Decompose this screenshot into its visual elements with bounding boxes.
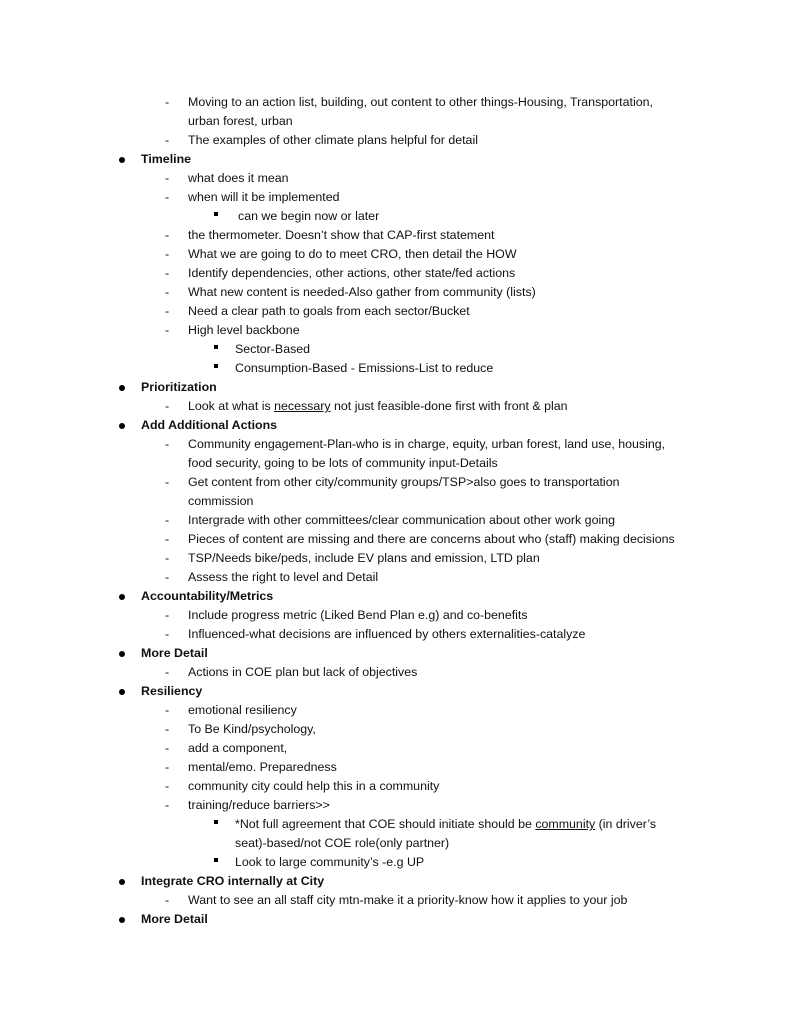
dash-marker: - — [165, 665, 170, 679]
list-item: the thermometer. Doesn’t show that CAP-first statement — [188, 228, 495, 242]
list-item: TSP/Needs bike/peds, include EV plans and emission, LTD plan — [188, 551, 540, 565]
list-item-continuation: food security, going to be lots of community input-Details — [188, 456, 498, 470]
underlined-word: necessary — [274, 399, 331, 413]
dash-marker: - — [165, 171, 170, 185]
square-marker — [214, 364, 218, 368]
dash-marker: - — [165, 475, 170, 489]
list-item: The examples of other climate plans helpful for detail — [188, 133, 478, 147]
bullet-marker — [119, 689, 125, 695]
list-item: Community engagement-Plan-who is in charge, equity, urban forest, land use, housing, — [188, 437, 666, 451]
dash-marker: - — [165, 95, 170, 109]
list-item: add a component, — [188, 741, 288, 755]
dash-marker: - — [165, 627, 170, 641]
section-heading: Timeline — [141, 152, 192, 166]
bullet-marker — [119, 917, 125, 923]
text-segment: (in driver’s — [595, 817, 657, 831]
dash-marker: - — [165, 779, 170, 793]
bullet-marker — [119, 879, 125, 885]
list-item: What we are going to do to meet CRO, then detail the HOW — [188, 247, 517, 261]
section-heading: Integrate CRO internally at City — [141, 874, 325, 888]
dash-marker: - — [165, 570, 170, 584]
dash-marker: - — [165, 133, 170, 147]
text-segment: not just feasible-done first with front & plan — [330, 399, 568, 413]
text-segment: *Not full agreement that COE should initiate should be — [235, 817, 536, 831]
square-marker — [214, 212, 218, 216]
section-heading: Resiliency — [141, 684, 203, 698]
bullet-marker — [119, 157, 125, 163]
square-marker — [214, 820, 218, 824]
list-item: emotional resiliency — [188, 703, 297, 717]
list-item: community city could help this in a community — [188, 779, 440, 793]
sub-list-item: can we begin now or later — [238, 209, 380, 223]
dash-marker: - — [165, 741, 170, 755]
sub-list-item: Look to large community’s -e.g UP — [235, 855, 425, 869]
section-heading: More Detail — [141, 646, 208, 660]
dash-marker: - — [165, 703, 170, 717]
dash-marker: - — [165, 893, 170, 907]
list-item: Identify dependencies, other actions, other state/fed actions — [188, 266, 516, 280]
list-item — [188, 397, 568, 416]
list-item: High level backbone — [188, 323, 300, 337]
sub-list-item-continuation: seat)-based/not COE role(only partner) — [235, 836, 450, 850]
section-heading: Add Additional Actions — [141, 418, 278, 432]
list-item: Include progress metric (Liked Bend Plan e.g) and co-benefits — [188, 608, 528, 622]
list-item: Actions in COE plan but lack of objectives — [188, 665, 418, 679]
list-item: what does it mean — [188, 171, 289, 185]
list-item: Assess the right to level and Detail — [188, 570, 379, 584]
section-heading: Accountability/Metrics — [141, 589, 274, 603]
sub-list-item — [235, 815, 656, 834]
dash-marker: - — [165, 437, 170, 451]
bullet-marker — [119, 594, 125, 600]
square-marker — [214, 345, 218, 349]
section-heading: Prioritization — [141, 380, 217, 394]
dash-marker: - — [165, 551, 170, 565]
dash-marker: - — [165, 247, 170, 261]
dash-marker: - — [165, 190, 170, 204]
list-item: Pieces of content are missing and there are concerns about who (staff) making decisions — [188, 532, 675, 546]
dash-marker: - — [165, 798, 170, 812]
list-item: when will it be implemented — [188, 190, 340, 204]
dash-marker: - — [165, 399, 170, 413]
underlined-word: community — [535, 817, 596, 831]
list-item: Get content from other city/community groups/TSP>also goes to transportation — [188, 475, 620, 489]
bullet-marker — [119, 651, 125, 657]
sub-list-item: Consumption-Based - Emissions-List to reduce — [235, 361, 494, 375]
square-marker — [214, 858, 218, 862]
list-item: Want to see an all staff city mtn-make it a priority-know how it applies to your job — [188, 893, 628, 907]
text-segment: Look at what is — [188, 399, 275, 413]
bullet-marker — [119, 385, 125, 391]
list-item: Intergrade with other committees/clear communication about other work going — [188, 513, 615, 527]
section-heading: More Detail — [141, 912, 208, 926]
dash-marker: - — [165, 266, 170, 280]
list-item: Influenced-what decisions are influenced by others externalities-catalyze — [188, 627, 586, 641]
dash-marker: - — [165, 608, 170, 622]
list-item-continuation: commission — [188, 494, 254, 508]
dash-marker: - — [165, 532, 170, 546]
list-item-continuation: urban forest, urban — [188, 114, 293, 128]
bullet-marker — [119, 423, 125, 429]
list-item: Moving to an action list, building, out content to other things-Housing, Transportation, — [188, 95, 653, 109]
dash-marker: - — [165, 323, 170, 337]
dash-marker: - — [165, 513, 170, 527]
list-item: Need a clear path to goals from each sector/Bucket — [188, 304, 470, 318]
list-item: What new content is needed-Also gather from community (lists) — [188, 285, 536, 299]
dash-marker: - — [165, 304, 170, 318]
dash-marker: - — [165, 285, 170, 299]
sub-list-item: Sector-Based — [235, 342, 311, 356]
list-item: To Be Kind/psychology, — [188, 722, 316, 736]
dash-marker: - — [165, 228, 170, 242]
dash-marker: - — [165, 760, 170, 774]
list-item: training/reduce barriers>> — [188, 798, 330, 812]
dash-marker: - — [165, 722, 170, 736]
list-item: mental/emo. Preparedness — [188, 760, 337, 774]
